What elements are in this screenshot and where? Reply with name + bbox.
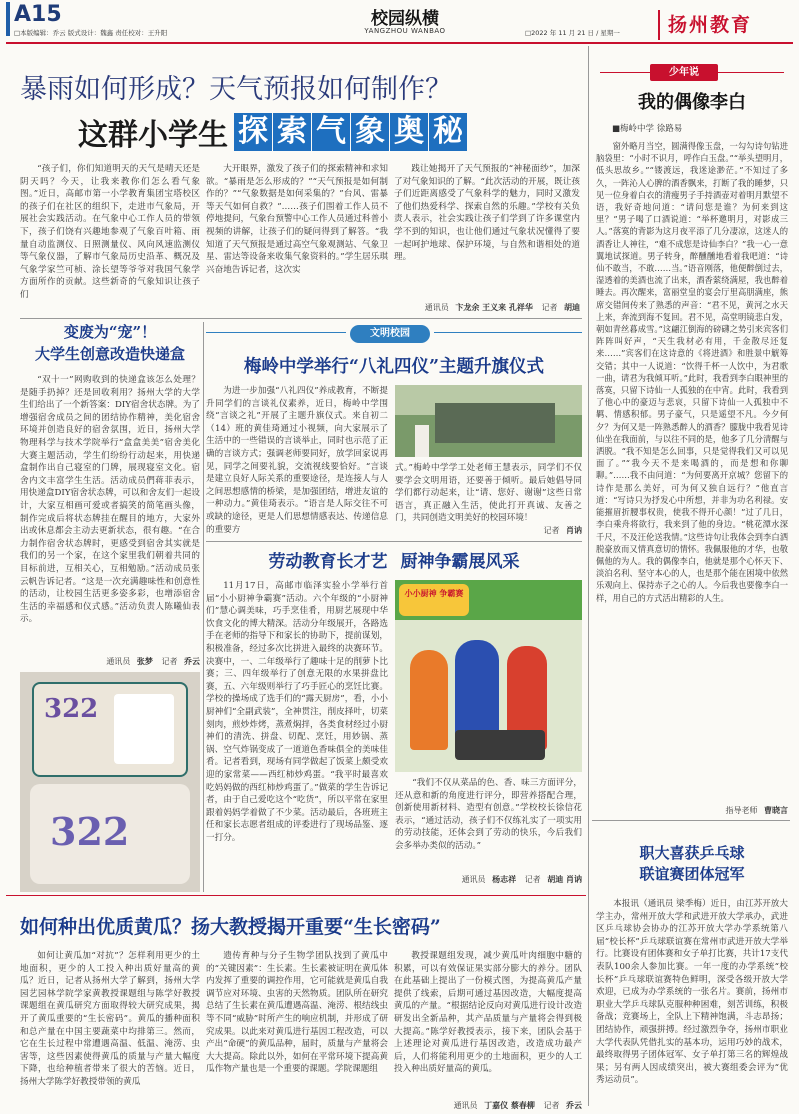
divider — [203, 322, 204, 892]
column-tag: 少年说 — [650, 64, 718, 81]
lead-byline: 通讯员 卞龙余 王义来 孔祥华 记者 胡迪 — [424, 302, 580, 312]
lead-headline-2 — [78, 112, 467, 152]
column-divider — [588, 46, 589, 1106]
dorm-sign-photo — [20, 672, 200, 892]
banner-rule — [434, 332, 582, 333]
boxed-char: 秘 — [429, 113, 467, 151]
lead-headline-1: 暴雨如何形成？天气预报如何制作？ — [20, 74, 452, 105]
boxed-char: 索 — [273, 113, 311, 151]
bottom-body-col-3: 教授课题组发现，减少黄瓜叶肉细胞中糖的积累，可以有效保证果实部分膨大的养分。团队在此基础上提出了一份模式图，为提高黄瓜产量提供了线索，后期可通过基因改造，大幅度提高黄瓜的产量。“根据结论反向对黄瓜进行设计改造研发出全新品种，其产品质量与产量将会得到极大提高。”陈学好教授表示，接下来，团队会基于上述理论对黄瓜进行基因改造，改造成功最产后，人们将能利用更少的土地面积，更少的人工投入种出质好量高的黄瓜。 — [394, 951, 582, 1075]
left-byline: 通讯员 张梦 记者 乔云 — [106, 656, 200, 666]
lead-body-col-3: 践让她揭开了天气预报的“神秘面纱”，加深了对气象知识的了解。“此次活动的开展，既让孩子们近距离感受了气象科学的魅力，同时又激发了他们热爱科学、探索自然的乐趣。”学校有关负责人表示，社会实践让孩子们学到了许多课堂内学不到的知识，也让他们通过气象状况懂得了要一起呵护地球、保护环境，与自然和谐相处的道理。 — [394, 164, 580, 263]
labor-body-col-1: 11月17日，高邮市临泽实验小学举行首届“小小厨神争霸赛”活动。六个年级的“小厨神们”慧心调美味，巧手烹佳肴，用厨艺展现中华饮食文化的博大精深。活动分年级展开，各路选手在老师的指导下和家长的协助下，提前谋划，积极准备，经过多次比拼进入最终的决赛环节。决赛中，一、二年级举行了趣味十足的削萝卜比赛；三、四年级举行了创意无限的水果拼盘比赛，五、六年级则举行了巧手匠心的烹饪比赛。学校的操场成了选手们的“露天厨房”，看，小小厨神们“全副武装”，全神贯注，削皮择叶，切菜刻肉，煎炒炸烤，蒸煮焖拌，各类食材经过小厨神们的清洗、拼盘、切配、烹饪，用妙锅、蒸锅、空气炸锅变成了一道道色香味俱全的美味佳肴。记者看到，现场有同学做起了饭菜上颇受欢迎的家常菜——西红柿炒鸡蛋。“我平时最喜欢吃妈妈做的西红柿炒鸡蛋了。”做菜的学生告诉记者，由于自己爱吃这个“吃货”，所以平常在家里跟着妈妈学着做了不少菜。活动最后，各班班主任和家长志愿者组成的评委进行了现场品鉴、逐一打分。 — [206, 581, 388, 843]
left-headline: 变废为“宠”！ 大学生创意改造快递盒 — [34, 323, 185, 363]
labor-headline: 劳动教育长才艺 厨神争霸展风采 — [268, 552, 520, 572]
issue-date: □2022 年 11 月 21 日 / 星期一 — [525, 29, 620, 37]
lead-body-col-1: “孩子们，你们知道明天的天气是晴天还是阴天吗？今天，让我来教你们怎么看气象图。”近日，高邮市第一小学教育集团宝塔校区的孩子们在社区的组织下，走进市气象局，开展社会实践活动。在气象中心工作人员的带领下，孩子们饶有兴趣地参观了气象百叶箱、雨量自动监测仪、日照测量仪、风向风速监测仪等气象仪器，了解市气象局历史沿革、概况及气象学家竺可桢、涂长望等爷爷对我国气象学方面所作的贡献。这些新奇的气象知识让孩子们 — [20, 164, 200, 300]
divider — [206, 541, 582, 542]
essay-body: 窗外略月当空，圆满得像玉盘，一勾勾诗句钻进脑袋里：“小时不识月，呼作白玉盘。”“举头望明月，低头思故乡。”“镂渡远，我迷途渺茫。”不知过了多久，一阵沁人心脾的酒香飘来，打断了我的睡梦，只见一位身着白衣的清瘦男子手持酒壶对着明月默望不语，我好奇地问道：“请问您是谁？为何来到这里？”男子喝了口酒说道：“举杯邀明月，对影成三人。”落寞的背影为这月夜平添了几分凄凉，这迷人的酒香让人神往，“难不成您是诗仙李白？”我一心一意翼地试探道。男子转身，醉醺醺地看着我吧道：“诗仙不敢当，不敢……当。”语音刚落，他便醉倒过去，湿透着的美酒也流了出来，酒香萦绕满屋，我也醉着睡去。再次醒来，富丽堂皇的宴会厅里高朋满座，熊席交错间传来了熟悉的声音：“君不见，黄河之水天上来，奔流到海不复回。君不见，高堂明镜悲白发，朝如青丝暮成雪。”这翩江倒海的磅礴之势引来宾客们阵阵叫好声，“天生我材必有用，千金散尽还复来……”宾客们在这诗意的《将进酒》和胜景中觥筹交错；其中一人说道：“饮得千杯一人饮中，为君歌一曲，请君为我倾耳听。”此时，我看到李白眼神里的落寞，只留下诗仙一人孤独的在中宵。此时，我看到了他心中的豪迈与悲哀，只留下诗仙一人孤独中不羁、情感积郁。男子豪气，只是遥望不凡。今夕何夕？为何又是一阵熟悉醉人的酒香？朦胧中我看见诗仙坐在我面前，与以往不同的是，他多了几分清醒与洒脱。“我不知是怎么回事，只是觉得我们又可以见面了。”“我今天不是来喝酒的，而是想和你聊聊。”……我不由问道：“为何要离开京城？您留下的诗作是那么美好，可为何又独自远行？”他直言道：“写诗只为抒发心中所想，并非为功名利禄。安能摧眉折腰事权贵，使我不得开心颜！”过了几日，李白乘舟将欲行，我来到了他的身边。“桃花潭水深千尺，不及汪伦送我情。”这些诗句让我体会到李白洒脱豪放而又情真意切的情怀。我佩服他的才华，也敬佩他的为人。我的偶像李白，他就是那个心怀天下、淡泊名利、坚守本心的人，也是那个能在困境中依然乐观向上、保持赤子之心的人。今后我也要像李白一样，用自己的方式活出精彩的人生。 — [596, 141, 788, 603]
civil-body-col-1: 为进一步加强“八礼四仪”养成教育，不断提升同学们的言谈礼仪素养，近日，梅岭中学围绕“言谈之礼”开展了主题升旗仪式。来自初二（14）班的黄佳琦通过小视频，向大家展示了生活中的一些错误的言谈举止，同时也示范了正确的言谈方式；强调老师要同好，放学回家说再见，同学之间要礼貌，交流视线要恰好。“言谈是建立良好人际关系的重要途径，是连接人与人之间思想感情的桥梁，是加强团结，增进友谊的一种动力。”黄佳琦表示。“语言是人际交往不可或缺的途径，更是人们思想情感表达、传递信息的重要方 — [206, 386, 388, 535]
boxed-char: 象 — [351, 113, 389, 151]
masthead-rule — [6, 42, 793, 44]
flag-ceremony-photo — [395, 385, 582, 457]
page-number: A15 — [14, 2, 62, 27]
divider — [592, 820, 790, 821]
page-number-accent — [6, 2, 10, 36]
contest-sign: 小小厨神 争霸赛 — [399, 584, 469, 616]
banner-rule — [206, 332, 346, 333]
essay-title: 我的偶像李白 — [638, 92, 746, 113]
masthead — [0, 0, 799, 42]
section-rule — [6, 895, 586, 896]
lead-body-col-2: 大开眼界，激发了孩子们的探索精神和求知欲。“暴雨是怎么形成的？”“天气预报是如何制作的？”“气象数据是如何采集的？”台风、雷暴等天气如何自救？”……孩子们围着工作人员不停地提问，气象台预警中心工作人员通过科普小视频的讲解，让孩子们的疑问得到了解答。“我知道了天气预报是通过高空气象观测站、气象卫星、雷达等设备来收集气象资料的。”学生居乐琪兴奋地告诉记者，这次实 — [206, 164, 388, 275]
civil-byline: 记者 肖讷 — [543, 525, 582, 535]
editors-line: □本版编辑：乔云 版式设计：魏鑫 责任校对：王升阳 — [14, 29, 168, 37]
sports-body: 本报讯（通讯员 梁季梅）近日，由江苏开放大学主办，常州开放大学和武进开放大学承办，武进区乒乓球协会协办的江苏开放大学办学系统第八届“校长杯”乒乓球联谊赛在常州市武进开放大学举行。比赛设有团体赛和女子单打比赛，共计17支代表队100余人参加比赛。一年一度的办学系统“校长杯”乒乓球联谊赛特色鲜明，深受各级开放大学欢迎，已成为办学系统的一张名片。赛前，扬州市职业大学乒乓球队克服种种困难，刻苦训练，积极备战；竞赛场上，全队上下精神饱满，斗志昂扬；团结协作，顽强拼搏。经过激烈争夺，扬州市职业大学代表队凭借扎实的基本功，运用巧妙的战术，最终取得男子团体冠军、女子单打第三名的辉煌战果；另有两人因成绩突出，被大赛组委会评为“优秀运动员”。 — [596, 899, 788, 1086]
section-subtitle: YANGZHOU WANBAO — [364, 27, 446, 35]
lead-headline-2-prefix: 这群小学生 — [78, 118, 228, 153]
civil-headline: 梅岭中学举行“八礼四仪”主题升旗仪式 — [243, 357, 545, 377]
cooking-contest-photo — [395, 580, 582, 772]
bottom-byline: 通讯员 丁嘉仪 蔡春柳 记者 乔云 — [453, 1100, 582, 1110]
section-title: 校园纵横 — [371, 9, 439, 29]
divider — [20, 318, 582, 319]
boxed-char: 气 — [312, 113, 350, 151]
bottom-body-col-2: 遗传育种与分子生物学团队找到了黄瓜中的“关键因素”：生长素。生长素被证明在黄瓜体内发挥了重要的调控作用，它可能就是黄瓜自我调节应对环境、虫害的天然物质。团队所在研究总结了生长素在黄瓜遭遇高温、淹涝、根结线虫等不同“威胁”时所产生的响应机制，并形成了研究成果。以此来对黄瓜进行基因工程改造，可以产出“命硬”的黄瓜品种，届时，质量与产量将会大大提高。除此以外，如何在平常环境下提高黄瓜作物产量也是一个重要的课题。学院课题组 — [206, 951, 388, 1075]
brand-logo: 扬州教育 — [668, 14, 753, 36]
left-body: “双十一”网购收到的快递盒该怎么处理？是随手扔掉？还是回收利用？扬州大学的大学生们给出了一个新答案：DIY宿舍状态牌。为了增强宿舍成员之间的团结协作精神，美化宿舍环境并创造良好的宿舍氛围，近日，扬州大学物理科学与技术学院举行“盒盒美美”宿舍美化大赛主题活动，学生们纷纷行动起来，用快递盒制作出自己寝室的门牌，展现寝室文化。宿舍内文丰富学生生活。活动成员們蒋菲表示，用快递盒DIY宿舍状态牌，可以和舍友们一起设计，大家互相画可爱或者搞笑的简笔画头像，制作完成后将状态牌挂在醒目的地方，大家外出或休息都会主动去更新状态，很有趣。“在合力制作宿舍状态牌时，更感受到宿舍其实就是我们的另一个家，在这个家里我们朝着共同的目标前进，互相关心，互相勉励。”活动成员张云帆告诉记者。“这是一次充满趣味性和创意性的活动，让校园生活更多姿多彩，也增添宿舍生活的幸福感和仪式感。”活动负责人陈曦仙表示。 — [20, 375, 200, 625]
dorm-sign-card: 322 — [30, 784, 190, 884]
dorm-sign-card: 322 — [32, 682, 188, 777]
bottom-headline: 如何种出优质黄瓜？扬大教授揭开重要“生长密码” — [20, 916, 441, 938]
essay-teacher: 指导老师 曹晓言 — [725, 805, 788, 815]
sports-headline: 职大喜获乒乓球 联谊赛团体冠军 — [639, 844, 745, 883]
essay-author: ■梅岭中学 徐路易 — [612, 124, 683, 134]
brand-divider — [658, 10, 660, 40]
labor-body-col-2: “我们不仅从菜品的色、香、味三方面评分，还从意和新的角度进行评分，即营养搭配合理，创新使用新材料、造型有创意。”学校校长徐信花表示，“通过活动，孩子们不仅练礼实了一项实用的劳动技能，还体会到了劳动的快乐，今后我们会多举办类似的活动。” — [395, 778, 582, 851]
civil-body-col-2: 式。”梅岭中学学工处老师王慧表示，同学们不仅要学会文明用语，还要善于倾听。最后她倡导同学们都行动起来，让“请、您好、谢谢”这些日常语言，真正融入生活，使此打开真诚、友善之门，共同创造文明美好的校园环境！ — [395, 463, 582, 524]
civil-banner: 文明校园 — [350, 325, 430, 343]
boxed-char: 探 — [234, 113, 272, 151]
labor-byline: 通讯员 杨志祥 记者 胡迪 肖讷 — [461, 874, 582, 884]
bottom-body-col-1: 如何让黄瓜加“对抗”？怎样利用更少的土地面积，更少的人工投入种出质好量高的黄瓜？近日，记者从扬州大学了解到，扬州大学园艺园林学院学家黄教授课题组与陈学好教授课题组在黄瓜研究方面取得较大研究成果，揭开了黄瓜重要的“生长密码”。黄瓜的播种面积和总产量在中国主要蔬菜中均排第三。然而，它在生长过程中常遭遇高温、低温、淹涝、虫害等，这些因素使得黄瓜的质量与产量大幅度下降，也给种植者带来了很大的苦恼。近日，扬州大学陈学好教授带领的黄瓜 — [20, 951, 200, 1087]
boxed-char: 奥 — [390, 113, 428, 151]
